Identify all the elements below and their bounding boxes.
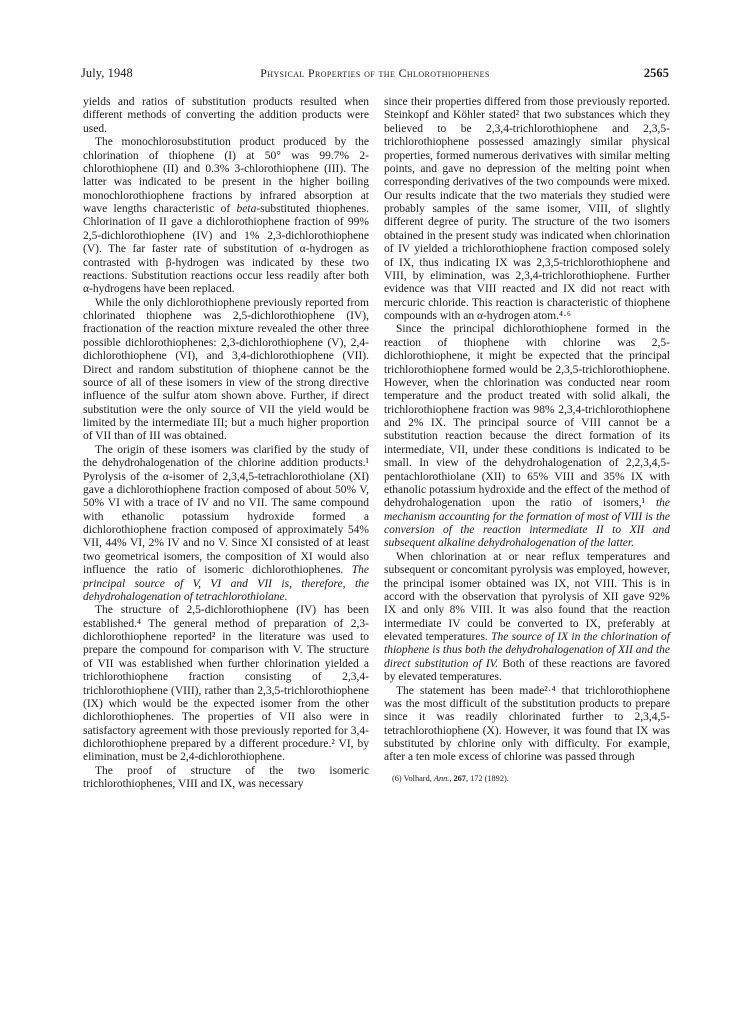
paragraph: since their properties differed from those previously reported. Steinkopf and Köhler stated² that two substances which they believed to be 2,3,4-trichlorothiophene and 2,3,5-trichlorothiophene possessed amazingly similar physical properties, formed numerous derivatives with similar melting points, and gave no depression of the melting point when corresponding derivatives of the two compounds were mixed. Our results indicate that the two materials they studied were probably samples of the same isomer, VIII, of slightly different degree of purity. The structure of the two isomers obtained in the present study was indicated when chlorination of IV yielded a trichlorothiophene fraction composed solely of IX, thus indicating IX was 2,3,5-trichlorothiophene and VIII, by elimination, was 2,3,4-trichlorothiophene. Further evidence was that VIII reacted and IX did not react with mercuric chloride. This reaction is characteristic of thiophene compounds with an α-hydrogen atom.⁴·⁶ [384, 96, 670, 322]
paragraph: When chlorination at or near reflux temperatures and subsequent or concomitant pyrolysis was employed, however, the principal isomer obtained was IX, not VIII. This is in accord with the observation that pyrolysis of XII gave 92% IX and only 8% VIII. It was also found that the reaction intermediate IV could be converted to IX, preferably at elevated temperatures. The source of IX in the chlorination of thiophene is thus both the dehydrohalogenation of XII and the direct substitution of IV. Both of these reactions are favored by elevated temperatures. [384, 550, 670, 684]
issue-date: July, 1948 [81, 66, 133, 80]
running-header [81, 66, 669, 86]
paragraph: The proof of structure of the two isomeric trichlorothiophenes, VIII and IX, was necessary [83, 764, 369, 791]
paragraph: yields and ratios of substitution products resulted when different methods of converting the addition products were used. [83, 96, 369, 135]
paragraph: The statement has been made²·⁴ that trichlorothiophene was the most difficult of the substitution products to prepare since it was readily chlorinated further to 2,3,4,5-tetrachlorothiophene (X). However, it was found that IX was substituted by chlorine only with difficulty. For example, after a ten mole excess of chlorine was passed through [384, 684, 670, 764]
paragraph: The origin of these isomers was clarified by the study of the dehydrohalogenation of the chlorine addition products.¹ Pyrolysis of the α-isomer of 2,3,4,5-tetrachlorothiolane (XI) gave a dichlorothiophene fraction composed of about 50% V, 50% VI with a trace of IV and no VII. The same compound with ethanolic potassium hydroxide formed a dichlorothiophene fraction composed of approximately 54% VII, 44% VI, 2% IV and no V. Since XI consisted of at least two geometrical isomers, the composition of XI would also influence the ratio of isomeric dichlorothiophenes. The principal source of V, VI and VII is, therefore, the dehydrohalogenation of tetrachlorothiolane. [83, 443, 369, 603]
footnote: (6) Volhard, Ann., 267, 172 (1892). [392, 773, 509, 783]
left-column [83, 96, 369, 792]
paragraph: The monochlorosubstitution product produced by the chlorination of thiophene (I) at 50° was 99.7% 2-chlorothiophene (II) and 0.3% 3-chlorothiophene (III). The latter was indicated to be present in the higher boiling monochlorothiophene fractions by infrared absorption at wave lengths characteristic of beta-substituted thiophenes. Chlorination of II gave a dichlorothiophene fraction of 99% 2,5-dichlorothiophene (IV) and 1% 2,3-dichlorothiophene (V). The far faster rate of substitution of α-hydrogen as contrasted with β-hydrogen was indicated by these two reactions. Substitution reactions occur less readily after both α-hydrogens have been replaced. [83, 136, 369, 296]
right-column [384, 96, 670, 784]
paragraph: The structure of 2,5-dichlorothiophene (IV) has been established.⁴ The general method of preparation of 2,3-dichlorothiophene reported² in the literature was used to prepare the compound for comparison with V. The structure of VII was established when further chlorination yielded a trichlorothiophene fraction consisting of 2,3,4-trichlorothiophene (VIII), rather than 2,3,5-trichlorothiophene (IX) which would be the expected isomer from the other dichlorothiophenes. The properties of VII also were in satisfactory agreement with those previously reported for 3,4-dichlorothiophene prepared by a different procedure.² VI, by elimination, must be 2,4-dichlorothiophene. [83, 604, 369, 764]
paragraph: Since the principal dichlorothiophene formed in the reaction of thiophene with chlorine was 2,5-dichlorothiophene, it might be expected that the principal trichlorothiophene formed would be 2,3,5-trichlorothiophene. However, when the chlorination was conducted near room temperature and the product treated with solid alkali, the trichlorothiophene fraction was 98% 2,3,4-trichlorothiophene and 2% IX. The principal source of VIII cannot be a substitution reaction because the direct formation of its intermediate, VII, under these conditions is indicated to be small. In view of the dehydrohalogenation of 2,2,3,4,5-pentachlorothiolane (XII) to 65% VIII and 35% IX with ethanolic potassium hydroxide and the effect of the method of dehydrohalogenation upon the ratio of isomers,¹ the mechanism accounting for the formation of most of VIII is the conversion of the reaction intermediate II to XII and subsequent alkaline dehydrohalogenation of the latter. [384, 323, 670, 550]
paragraph: While the only dichlorothiophene previously reported from chlorinated thiophene was 2,5-dichlorothiophene (IV), fractionation of the reaction mixture revealed the other three possible dichlorothiophenes: 2,3-dichlorothiophene (V), 2,4-dichlorothiophene (VI), and 3,4-dichlorothiophene (VII). Direct and random substitution of thiophene cannot be the source of all of these isomers in view of the strong directive influence of the sulfur atom shown above. Further, if direct substitution were the only source of VII the yield would be limited by the intermediate III; but a much higher proportion of VII than of III was obtained. [83, 296, 369, 443]
page-number: 2565 [643, 66, 669, 80]
running-title: Physical Properties of the Chlorothiophenes [260, 66, 490, 80]
